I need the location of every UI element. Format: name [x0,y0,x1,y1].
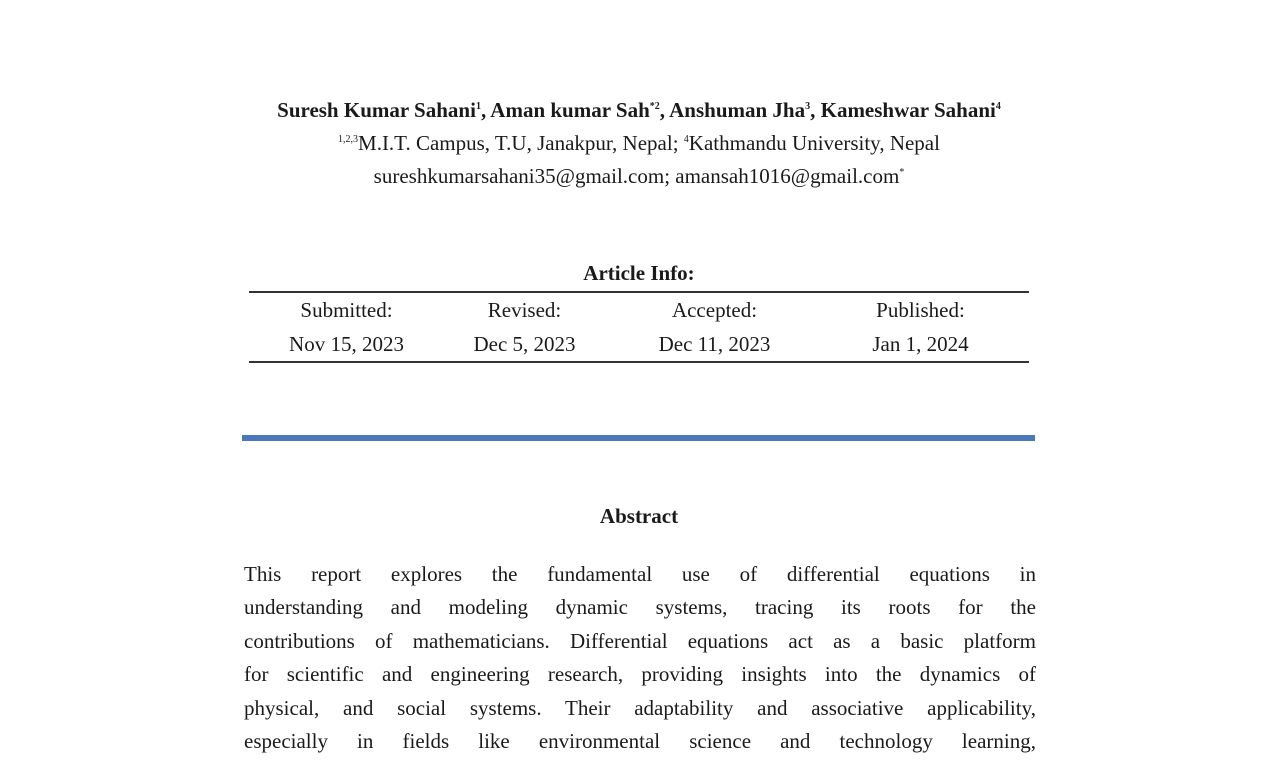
email-text: sureshkumarsahani35@gmail.com; amansah1016@gmail.com [373,164,900,188]
info-label: Submitted: [300,298,393,322]
abstract-line: This report explores the fundamental use of differential equations in [244,562,1036,586]
info-label: Revised: [487,298,562,322]
author-superscript: 3 [805,101,811,112]
author-superscript: 4 [995,101,1001,112]
info-value: Dec 5, 2023 [473,332,576,356]
section-divider [242,435,1035,441]
abstract-line: understanding and modeling dynamic systems, tracing its roots for the [244,595,1036,620]
affiliation-superscript: 4 [683,134,689,145]
author-name: Suresh Kumar Sahani [277,98,476,122]
author-name: Aman kumar Sah [490,98,650,122]
affiliation-text: M.I.T. Campus, T.U, Janakpur, Nepal; [358,131,684,155]
author-superscript: 1 [475,101,481,112]
info-value: Nov 15, 2023 [289,332,404,356]
author-name: Anshuman Jha [669,98,806,122]
affiliations [0,129,1278,157]
article-info-title: Article Info: [583,261,695,285]
author-superscript: *2 [649,101,660,112]
info-label: Accepted: [671,298,758,322]
info-column-submitted [249,293,444,361]
abstract-line: contributions of mathematicians. Differential equations act as a basic platform [244,628,1036,653]
info-value: Jan 1, 2024 [872,332,969,356]
info-column-published [823,293,1018,361]
abstract-line: physical, and social systems. Their adaptability and associative applicability, [244,695,1036,720]
email-superscript: * [899,167,905,178]
abstract-line: especially in fields like environmental science and technology learning, [244,728,1036,753]
info-value: Dec 11, 2023 [658,332,771,356]
author-emails [0,162,1278,190]
info-label: Published: [876,298,965,322]
affiliation-text: Kathmandu University, Nepal [688,131,940,155]
abstract-line: for scientific and engineering research, providing insights into the dynamics of [244,662,1036,687]
abstract-body [244,558,1036,758]
author-list: Suresh Kumar Sahani$^1$, Aman kumar Sah$^{*2}$, Anshuman Jha$^3$, Kameshwar Sahani$^4$ [277,98,1001,122]
info-column-revised [427,293,622,361]
affiliation-superscript: 1,2,3 [338,134,359,145]
author-name: Kameshwar Sahani [820,98,996,122]
abstract-heading: Abstract [599,504,679,528]
info-column-accepted [617,293,812,361]
article-info-table [249,291,1029,363]
